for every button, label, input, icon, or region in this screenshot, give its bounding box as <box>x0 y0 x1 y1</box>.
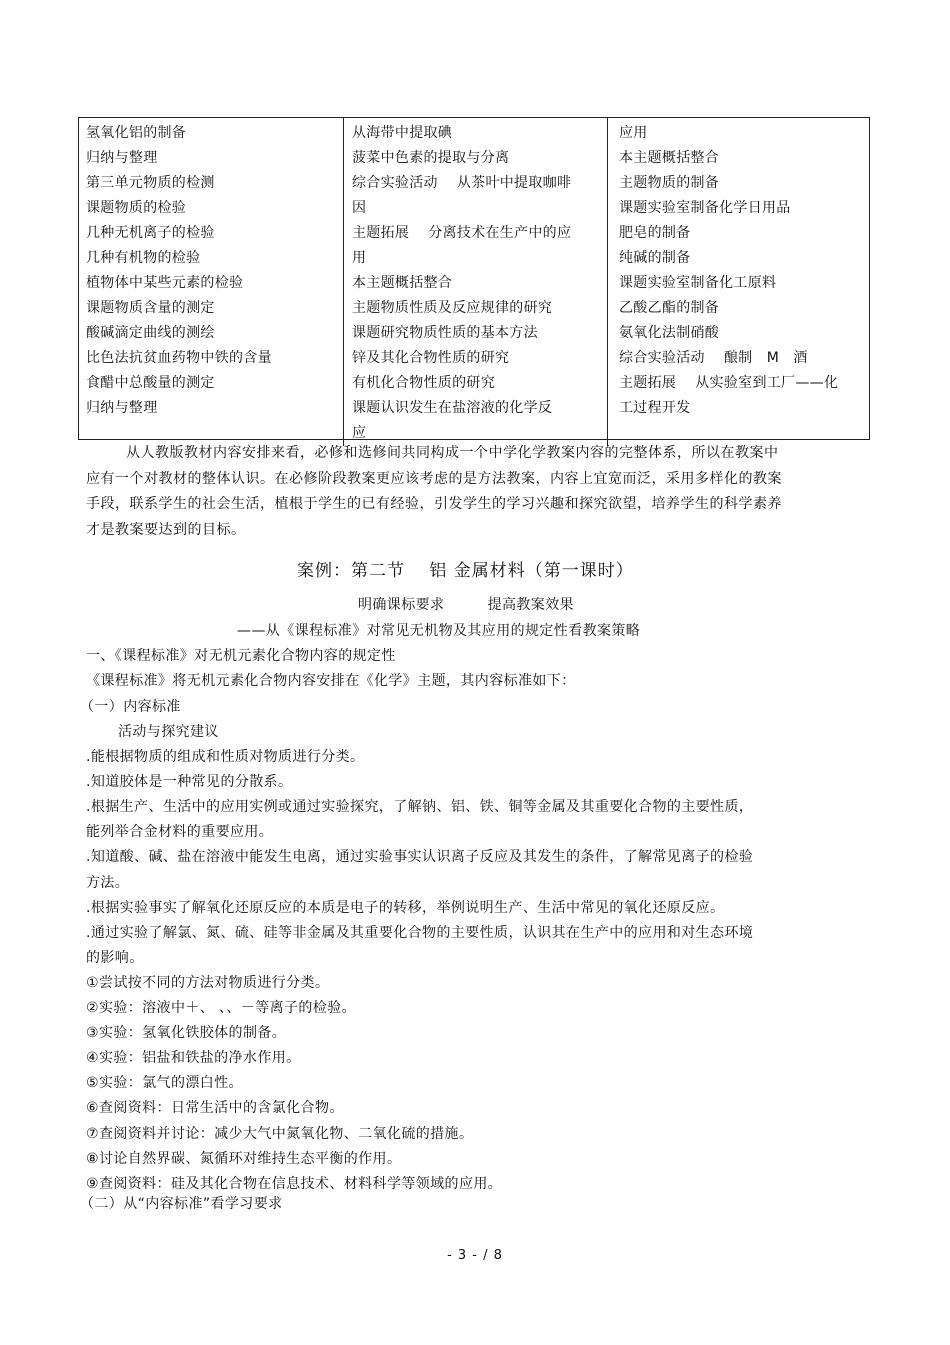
table-cell-line: 因 <box>352 200 367 216</box>
table-cell-line: 菠菜中色素的提取与分离 <box>352 150 510 166</box>
activity-heading: 活动与探究建议 <box>118 724 219 740</box>
table-cell-line: 肥皂的制备 <box>619 225 691 241</box>
table-cell-line: 归纳与整理 <box>86 400 158 416</box>
list-item: ②实验：溶液中＋、 、、－等离子的检验。 <box>86 1000 356 1016</box>
table-cell-line: 课题研究物质性质的基本方法 <box>352 325 538 341</box>
table-cell-line: 食醋中总酸量的测定 <box>86 375 215 391</box>
table-cell-line: 主题拓展 分离技术在生产中的应 <box>352 225 572 241</box>
table-cell-line: 用 <box>352 250 367 266</box>
table-cell-line: 工过程开发 <box>619 400 691 416</box>
learning-requirements-heading: （二）从“内容标准”看学习要求 <box>80 1196 283 1212</box>
list-item: 的影响。 <box>86 949 144 966</box>
list-item: .根据生产、生活中的应用实例或通过实验探究，了解钠、铝、铁、铜等金属及其重要化合物的主要性质， <box>86 799 754 816</box>
table-cell-line: 主题拓展 从实验室到工厂——化 <box>619 375 839 391</box>
table-cell-line: 综合实验活动 酿制 M 酒 <box>619 350 808 366</box>
table-cell-line: 锌及其化合物性质的研究 <box>352 350 510 366</box>
table-cell-line: 课题物质的检验 <box>86 200 187 216</box>
content-standard-heading: （一）内容标准 <box>80 699 181 715</box>
list-item: .根据实验事实了解氧化还原反应的本质是电子的转移，举例说明生产、生活中常见的氧化还原反应。 <box>86 899 725 916</box>
table-cell-line: 综合实验活动 从茶叶中提取咖啡 <box>352 175 572 191</box>
table-cell-line: 氢氧化铝的制备 <box>86 125 187 141</box>
table-cell-line: 酸碱滴定曲线的测绘 <box>86 325 215 341</box>
list-item: 方法。 <box>86 874 130 891</box>
table-cell-line: 本主题概括整合 <box>619 150 720 166</box>
table-cell-line: 课题物质含量的测定 <box>86 300 215 316</box>
list-item: ⑧讨论自然界碳、氮循环对维持生态平衡的作用。 <box>86 1150 402 1167</box>
table-cell-line: 应用 <box>619 125 648 141</box>
table-cell-line: 主题物质的制备 <box>619 175 720 191</box>
list-item: ④实验：铝盐和铁盐的净水作用。 <box>86 1050 301 1067</box>
list-item: ⑨查阅资料：硅及其化合物在信息技术、材料科学等领域的应用。 <box>86 1175 503 1192</box>
table-cell-line: 本主题概括整合 <box>352 275 453 291</box>
list-item: .知道酸、碱、盐在溶液中能发生电离，通过实验事实认识离子反应及其发生的条件，了解常见离子的检验 <box>86 849 754 866</box>
list-item: ①尝试按不同的方法对物质进行分类。 <box>86 974 330 991</box>
section-1-text: 《课程标准》将无机元素化合物内容安排在《化学》主题，其内容标准如下： <box>86 673 576 689</box>
table-cell-line: 氨氧化法制硝酸 <box>619 325 720 341</box>
table-cell-line: 主题物质性质及反应规律的研究 <box>352 300 553 316</box>
section-1-heading: 一、《课程标准》对无机元素化合物内容的规定性 <box>86 648 396 664</box>
content-table <box>78 117 870 440</box>
table-cell-line: 植物体中某些元素的检验 <box>86 275 244 291</box>
list-item: ③实验：氢氧化铁胶体的制备。 <box>86 1025 287 1042</box>
case-title: 案例：第二节 铝 金属材料（第一课时） <box>297 561 634 581</box>
list-item: ⑤实验：氯气的漂白性。 <box>86 1075 243 1092</box>
subtitle-2: ——从《课程标准》对常见无机物及其应用的规定性看教案策略 <box>237 623 641 639</box>
list-item: 能列举合金材料的重要应用。 <box>86 824 274 841</box>
table-cell-line: 比色法抗贫血药物中铁的含量 <box>86 350 272 366</box>
list-item: .通过实验了解氯、氮、硫、硅等非金属及其重要化合物的主要性质，认识其在生产中的应用和对生态环境 <box>86 924 754 941</box>
table-cell-line: 几种无机离子的检验 <box>86 225 215 241</box>
page-number: - 3 - / 8 <box>447 1248 503 1263</box>
table-cell-line: 纯碱的制备 <box>619 250 691 266</box>
table-cell-line: 课题实验室制备化学日用品 <box>619 200 791 216</box>
table-cell-line: 有机化合物性质的研究 <box>352 375 495 391</box>
table-column-3 <box>607 118 869 446</box>
list-item: ⑥查阅资料：日常生活中的含氯化合物。 <box>86 1100 344 1117</box>
table-cell-line: 应 <box>352 425 367 441</box>
list-item: .知道胶体是一种常见的分散系。 <box>86 774 293 791</box>
table-cell-line: 从海带中提取碘 <box>352 125 453 141</box>
intro-paragraph: 从人教版教材内容安排来看，必修和选修间共同构成一个中学化学教案内容的完整体系，所以在教案中应有一个对教材的整体认识。在必修阶段教案更应该考虑的是方法教案，内容上宜宽而泛，采用多样化的教案手段，联系学生的社会生活，植根于学生的已有经验，引发学生的学习兴趣和探究欲望，培养学生的科学素养才是教案要达到的目标。 <box>86 445 782 538</box>
table-cell-line: 乙酸乙酯的制备 <box>619 300 720 316</box>
list-item: .能根据物质的组成和性质对物质进行分类。 <box>86 749 365 765</box>
table-column-1 <box>79 118 343 446</box>
table-column-2 <box>343 118 607 446</box>
table-cell-line: 几种有机物的检验 <box>86 250 201 266</box>
table-cell-line: 课题实验室制备化工原料 <box>619 275 777 291</box>
table-cell-line: 课题认识发生在盐溶液的化学反 <box>352 400 553 416</box>
table-cell-line: 第三单元物质的检测 <box>86 175 215 191</box>
list-item: ⑦查阅资料并讨论：减少大气中氮氧化物、二氧化硫的措施。 <box>86 1125 474 1142</box>
table-cell-line: 归纳与整理 <box>86 150 158 166</box>
subtitle-1: 明确课标要求 提高教案效果 <box>358 597 574 613</box>
